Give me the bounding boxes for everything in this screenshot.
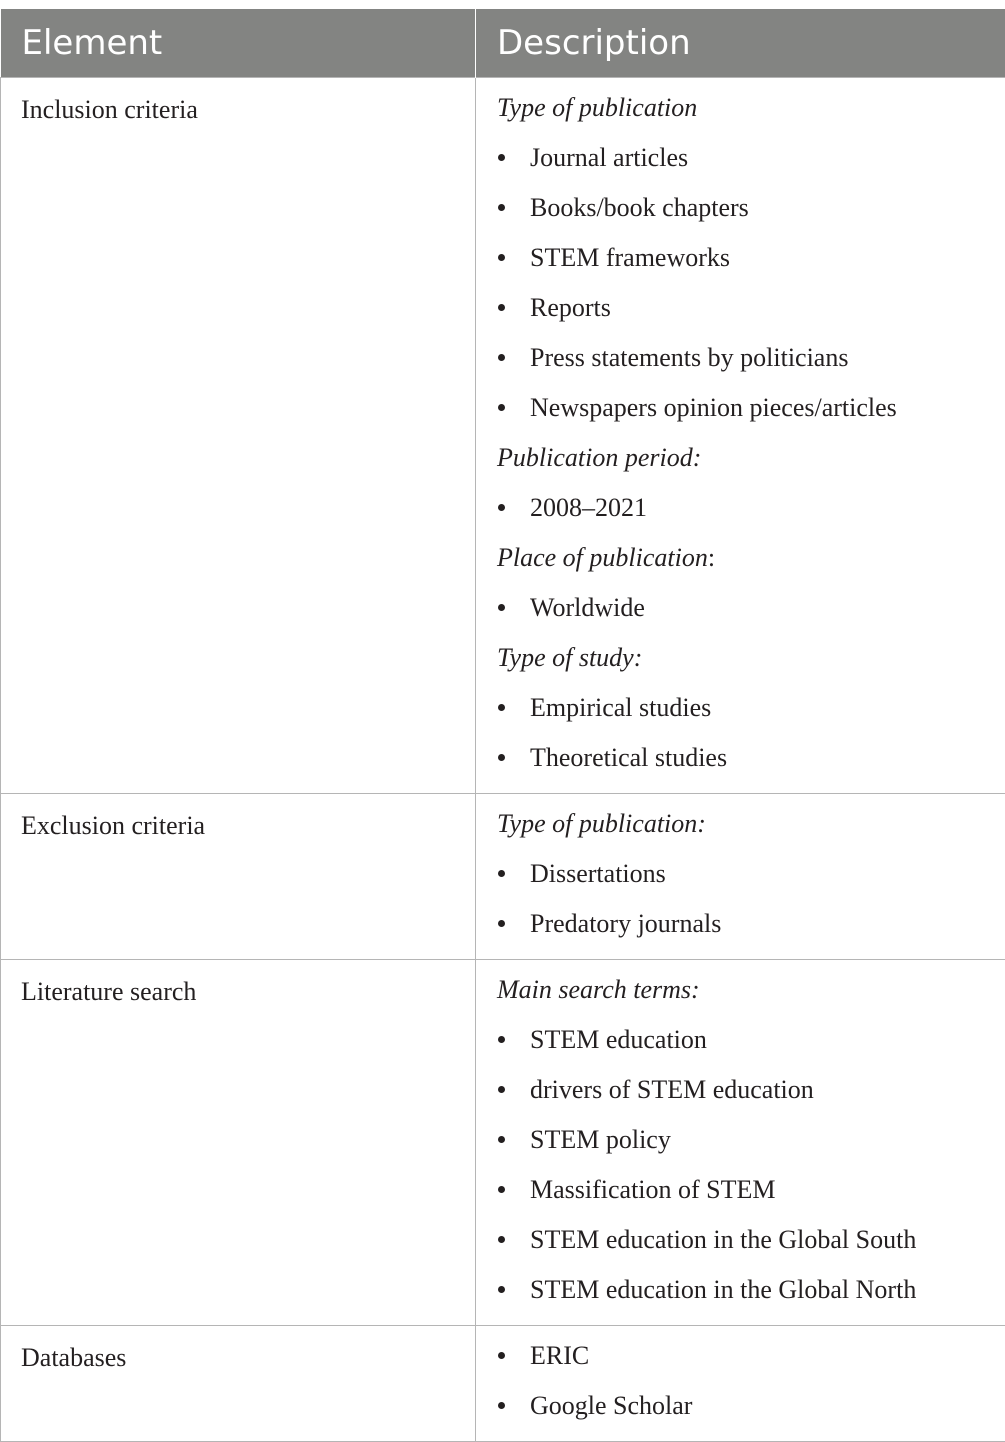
list-item-text: Press statements by politicians [530,343,848,372]
criteria-heading-text: Main search terms: [497,975,700,1004]
list-item [497,683,1005,733]
list-item-text: STEM education in the Global North [530,1275,916,1304]
bullet-icon [498,1036,505,1043]
bullet-icon [498,920,505,927]
list-item [497,1331,1005,1381]
criteria-heading [497,633,1005,683]
description-cell [476,78,1005,794]
table-row-inclusion-criteria [1,78,1005,794]
list-item [497,899,1005,949]
list-item-text: STEM education in the Global South [530,1225,916,1254]
criteria-heading [497,965,1005,1015]
bullet-icon [498,154,505,161]
list-item-text: drivers of STEM education [530,1075,814,1104]
bullet-icon [498,604,505,611]
bullet-icon [498,1136,505,1143]
bullet-icon [498,1286,505,1293]
list-item-text: Massification of STEM [530,1175,776,1204]
list-item [497,333,1005,383]
list-item-text: 2008–2021 [530,493,647,522]
bullet-icon [498,204,505,211]
list-item [497,1215,1005,1265]
list-item [497,383,1005,433]
list-item-text: STEM education [530,1025,707,1054]
list-item [497,483,1005,533]
list-item-text: Google Scholar [530,1391,692,1420]
criteria-heading [497,83,1005,133]
bullet-icon [498,704,505,711]
criteria-table [0,9,1005,1442]
list-item-text: Worldwide [530,593,645,622]
list-item [497,183,1005,233]
list-item-text: Empirical studies [530,693,711,722]
list-item [497,733,1005,783]
bullet-icon [498,254,505,261]
list-item [497,233,1005,283]
list-item-text: ERIC [530,1341,589,1370]
table-body [1,78,1005,1442]
criteria-heading-text: Type of publication: [497,809,706,838]
list-item-text: STEM policy [530,1125,671,1154]
list-item [497,1381,1005,1431]
list-item-text: Books/book chapters [530,193,749,222]
description-cell [476,794,1005,960]
criteria-heading-suffix: : [708,543,715,572]
table-row-literature-search [1,960,1005,1326]
bullet-icon [498,354,505,361]
column-header-description: Description [476,9,1005,78]
list-item-text: Reports [530,293,611,322]
bullet-icon [498,870,505,877]
list-item-text: Theoretical studies [530,743,727,772]
table-row-exclusion-criteria [1,794,1005,960]
list-item-text: Newspapers opinion pieces/articles [530,393,897,422]
criteria-heading-text: Place of publication [497,543,708,572]
criteria-heading-text: Type of publication [497,93,697,122]
list-item-text: Dissertations [530,859,666,888]
criteria-heading-text: Type of study: [497,643,642,672]
element-cell: Literature search [1,960,476,1326]
bullet-icon [498,1236,505,1243]
bullet-icon [498,754,505,761]
column-header-element: Element [1,9,476,78]
bullet-icon [498,1086,505,1093]
element-cell: Exclusion criteria [1,794,476,960]
list-item [497,849,1005,899]
list-item [497,1115,1005,1165]
bullet-icon [498,504,505,511]
criteria-heading [497,799,1005,849]
bullet-icon [498,1352,505,1359]
list-item-text: Predatory journals [530,909,721,938]
list-item [497,1165,1005,1215]
table-header [1,9,1005,78]
list-item [497,1065,1005,1115]
table-row-databases [1,1326,1005,1442]
list-item [497,1015,1005,1065]
criteria-heading-text: Publication period: [497,443,701,472]
list-item [497,1265,1005,1315]
list-item-text: Journal articles [530,143,688,172]
bullet-icon [498,404,505,411]
description-cell [476,960,1005,1326]
list-item [497,133,1005,183]
description-cell [476,1326,1005,1442]
element-cell: Databases [1,1326,476,1442]
element-cell: Inclusion criteria [1,78,476,794]
bullet-icon [498,1186,505,1193]
list-item [497,283,1005,333]
bullet-icon [498,1402,505,1409]
bullet-icon [498,304,505,311]
header-row [1,9,1005,78]
criteria-heading [497,433,1005,483]
list-item-text: STEM frameworks [530,243,730,272]
criteria-heading [497,533,1005,583]
list-item [497,583,1005,633]
